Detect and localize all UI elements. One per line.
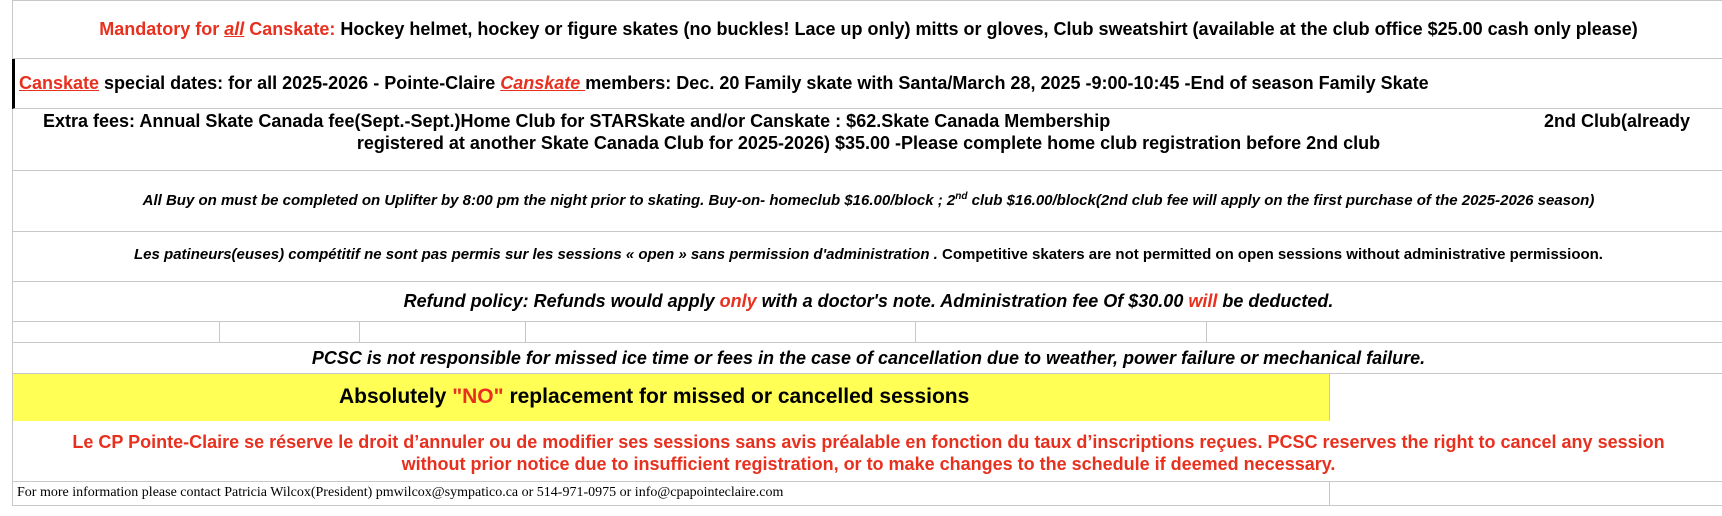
not-responsible-row — [12, 343, 1722, 374]
competitive-french: Les patineurs(euses) compétitif ne sont pas permis sur les sessions « open » sans permission d'administration . — [134, 246, 938, 263]
extra-fees-line-2: registered at another Skate Canada Club for 2025-2026) $35.00 -Please complete home club registration before 2nd club — [356, 133, 1381, 153]
refund-part-1: Refund policy: Refunds would apply — [403, 291, 720, 311]
canskate-link-2[interactable]: Canskate — [500, 73, 586, 93]
extra-fees-row — [12, 109, 1722, 171]
reserve-right-line-2: without prior notice due to insufficient registration, or to make changes to the schedule if deemed necessary. — [401, 454, 1336, 474]
grid-cell-divider — [525, 322, 526, 342]
buy-on-part-2: club $16.00/block(2nd club fee will apply on the first purchase of the 2025-2026 season) — [967, 192, 1595, 209]
refund-text — [13, 291, 1722, 312]
reserve-right-text — [13, 431, 1722, 475]
competitive-english: Competitive skaters are not permitted on open sessions without administrative permissioon. — [937, 246, 1603, 263]
competitive-row — [12, 232, 1722, 282]
special-dates-text — [19, 73, 1429, 94]
extra-fees-line-1: Extra fees: Annual Skate Canada fee(Sept.-Sept.)Home Club for STARSkate and/or Canskate : $62.Skate Canada Membership — [43, 111, 1111, 131]
replacement-empty-cell — [1329, 374, 1722, 421]
canskate-link-1[interactable]: Canskate — [19, 73, 100, 93]
contact-cell-divider — [1329, 482, 1330, 505]
refund-part-2: with a doctor's note. Administration fee Of $30.00 — [756, 291, 1189, 311]
special-dates-row — [12, 59, 1722, 109]
reserve-right-row — [12, 421, 1722, 482]
grid-cell-divider — [219, 322, 220, 342]
replacement-text — [339, 385, 969, 409]
buy-on-part-1: All Buy on must be completed on Uplifter by 8:00 pm the night prior to skating. Buy-on- homeclub $16.00/block ; 2 — [142, 192, 956, 209]
grid-cell-divider — [359, 322, 360, 342]
mandatory-row — [12, 0, 1722, 59]
mandatory-lead-pre: Mandatory for — [99, 19, 225, 39]
mandatory-lead-all: all — [224, 19, 245, 39]
refund-will: will — [1188, 291, 1218, 311]
mandatory-body: Hockey helmet, hockey or figure skates (no buckles! Lace up only) mitts or gloves, Club sweatshirt (available at the club office $25.00 cash only please) — [335, 19, 1638, 39]
grid-cell-divider — [915, 322, 916, 342]
buy-on-text — [13, 191, 1722, 209]
reserve-right-line-1: Le CP Pointe-Claire se réserve le droit d’annuler ou de modifier ses sessions sans avis préalable en fonction du taux d’inscriptions reçues. PCSC reserves the right to cancel any session — [72, 432, 1665, 452]
refund-only: only — [719, 291, 757, 311]
extra-fees-line-1-right: 2nd Club(already — [1543, 111, 1690, 131]
buy-on-row — [12, 171, 1722, 232]
special-dates-text-2: members: Dec. 20 Family skate with Santa/March 28, 2025 -9:00-10:45 -End of season Family Skate — [585, 73, 1429, 93]
contact-text: For more information please contact Patricia Wilcox(President) pmwilcox@sympatico.ca or 514-971-0975 or info@cpapointeclaire.com — [17, 485, 784, 500]
replacement-part-2: replacement for missed or cancelled sessions — [503, 385, 970, 408]
refund-row — [12, 282, 1722, 322]
refund-part-3: be deducted. — [1217, 291, 1334, 311]
contact-row — [12, 482, 1722, 506]
mandatory-text — [13, 19, 1722, 40]
buy-on-sup: nd — [955, 191, 968, 202]
mandatory-lead-post: Canskate: — [244, 19, 336, 39]
grid-cell-divider — [1206, 322, 1207, 342]
replacement-part-1: Absolutely — [339, 385, 453, 408]
replacement-no: "NO" — [452, 385, 504, 408]
info-sheet — [12, 0, 1722, 516]
replacement-row — [12, 374, 1722, 421]
competitive-text — [13, 246, 1722, 263]
special-dates-text-1: special dates: for all 2025-2026 - Pointe-Claire — [99, 73, 501, 93]
empty-grid-row — [12, 322, 1722, 343]
not-responsible-text: PCSC is not responsible for missed ice time or fees in the case of cancellation due to weather, power failure or mechanical failure. — [311, 348, 1426, 368]
